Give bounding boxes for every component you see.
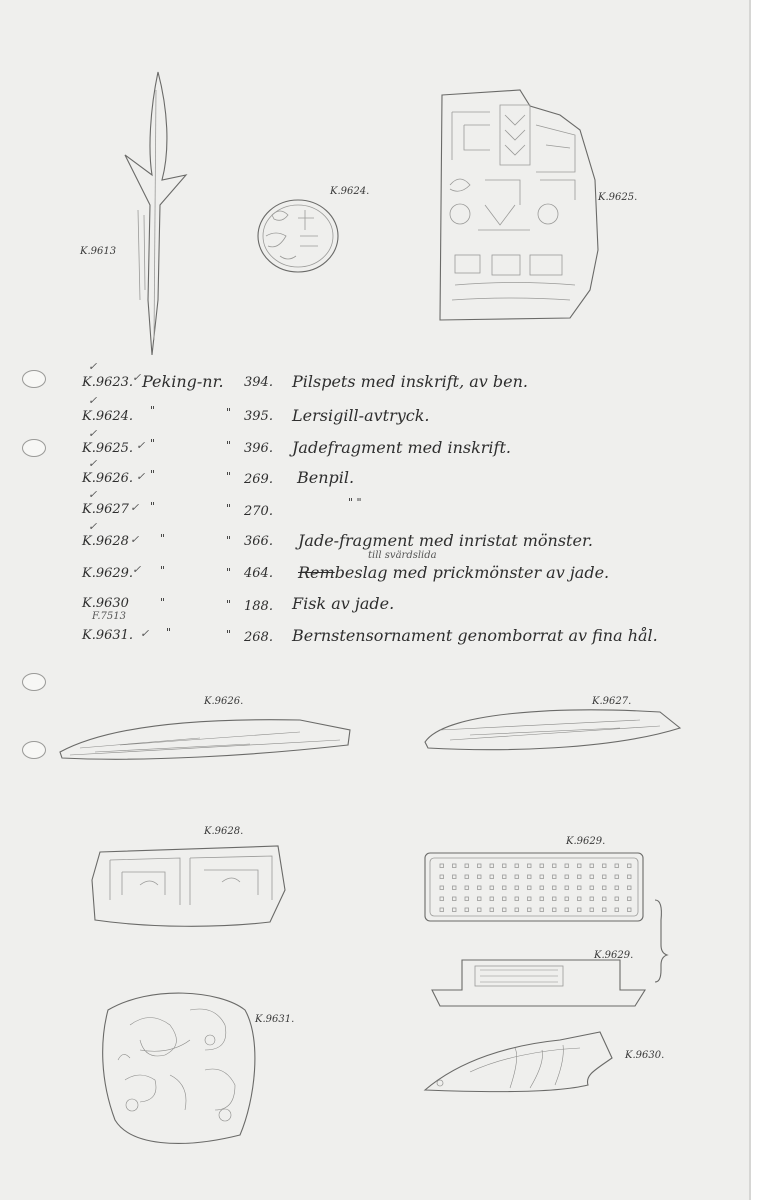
ditto-mark: " <box>226 598 232 611</box>
catalog-description: beslag med prickmönster av jade. <box>334 563 610 582</box>
plaque-dot <box>528 875 532 879</box>
plaque-dot <box>528 897 532 901</box>
check-mark: ✓ <box>88 427 98 440</box>
plaque-dot <box>578 908 582 912</box>
catalog-id: K.9628 <box>82 534 129 549</box>
jade-pattern-fragment-sketch <box>92 846 285 926</box>
plaque-dot <box>578 886 582 890</box>
plaque-dot <box>440 908 444 912</box>
catalog-number: 464. <box>244 566 273 581</box>
ditto-mark: " <box>150 500 156 513</box>
plaque-dot <box>565 875 569 879</box>
figure-label-k9624: K.9624. <box>330 186 370 197</box>
plaque-dot <box>540 908 544 912</box>
catalog-description: Bernstensornament genomborrat av fina hål. <box>292 626 658 645</box>
plaque-dot <box>515 897 519 901</box>
catalog-description: Fisk av jade. <box>292 594 395 613</box>
plaque-dot <box>615 886 619 890</box>
plaque-dot <box>453 864 457 868</box>
plaque-dot <box>565 897 569 901</box>
plaque-dot <box>565 908 569 912</box>
check-mark: ✓ <box>132 371 142 384</box>
plaque-dot <box>490 864 494 868</box>
plaque-dot <box>615 897 619 901</box>
plaque-dot <box>465 886 469 890</box>
catalog-description: Jadefragment med inskrift. <box>292 438 511 457</box>
plaque-dot <box>565 864 569 868</box>
plaque-dot <box>540 886 544 890</box>
ditto-mark: " <box>226 566 232 579</box>
ditto-mark: " <box>150 404 156 417</box>
figure-label-k9630: K.9630. <box>625 1050 665 1061</box>
plaque-dot <box>453 908 457 912</box>
catalog-description: " " <box>348 496 362 509</box>
plaque-dot <box>440 886 444 890</box>
catalog-description: Benpil. <box>297 468 355 487</box>
plaque-dot <box>515 908 519 912</box>
plaque-dot <box>528 908 532 912</box>
ditto-mark: " <box>226 502 232 515</box>
catalog-description: Lersigill-avtryck. <box>292 406 430 425</box>
plaque-dot <box>440 897 444 901</box>
plaque-dot <box>553 897 557 901</box>
catalog-sub-id: F.7513 <box>92 611 127 622</box>
plaque-dot <box>478 875 482 879</box>
ditto-mark: " <box>166 626 172 639</box>
check-mark: ✓ <box>88 520 98 533</box>
plaque-dot <box>590 897 594 901</box>
plaque-dot <box>553 875 557 879</box>
plaque-dot <box>440 864 444 868</box>
bracket-mark <box>655 900 667 982</box>
plaque-dot <box>503 908 507 912</box>
catalog-id: K.9623. <box>82 375 134 390</box>
check-mark: ✓ <box>130 501 140 514</box>
plaque-dot <box>565 886 569 890</box>
figure-label-k9613: K.9613 <box>80 246 117 257</box>
ditto-mark: " <box>160 596 166 609</box>
ditto-mark: " <box>226 628 232 641</box>
plaque-dot <box>553 908 557 912</box>
plaque-dot <box>590 864 594 868</box>
catalog-number: 366. <box>244 534 273 549</box>
plaque-dot <box>540 875 544 879</box>
plaque-dot <box>453 875 457 879</box>
plaque-dot <box>553 864 557 868</box>
plaque-dot <box>515 875 519 879</box>
plaque-dot <box>478 908 482 912</box>
plaque-dot <box>590 875 594 879</box>
check-mark: ✓ <box>136 439 146 452</box>
plaque-dot <box>465 897 469 901</box>
ditto-mark: " <box>226 439 232 452</box>
plaque-dot <box>453 886 457 890</box>
plaque-dot <box>553 886 557 890</box>
plaque-dot <box>628 908 632 912</box>
bone-arrow-2-sketch <box>425 710 680 750</box>
plaque-dot <box>515 886 519 890</box>
plaque-dot <box>478 897 482 901</box>
catalog-id: K.9625. <box>82 441 134 456</box>
plaque-dot <box>515 864 519 868</box>
figure-label-k9627: K.9627. <box>592 696 632 707</box>
catalog-id: K.9630 <box>82 596 129 611</box>
plaque-dot <box>528 864 532 868</box>
plaque-dot <box>528 886 532 890</box>
bone-arrow-sketch <box>60 720 350 760</box>
catalog-id: K.9627 <box>82 502 129 517</box>
catalog-number: 268. <box>244 630 273 645</box>
check-mark: ✓ <box>132 563 142 576</box>
amber-ornament-sketch <box>103 993 255 1143</box>
ditto-mark: " <box>226 470 232 483</box>
plaque-dot <box>628 864 632 868</box>
catalog-number: 270. <box>244 504 273 519</box>
dotted-plaque-sketch <box>425 853 643 921</box>
catalog-id: K.9629. <box>82 566 134 581</box>
plaque-dots <box>440 864 631 912</box>
plaque-dot <box>440 875 444 879</box>
ditto-mark: " <box>150 437 156 450</box>
plaque-dot <box>578 864 582 868</box>
plaque-dot <box>503 886 507 890</box>
catalog-number: 269. <box>244 472 273 487</box>
plaque-dot <box>465 864 469 868</box>
catalog-annotation: till svärdslida <box>368 550 437 561</box>
jade-fish-sketch <box>425 1032 612 1092</box>
plaque-dot <box>603 886 607 890</box>
catalog-number: 396. <box>244 441 273 456</box>
plaque-dot <box>503 864 507 868</box>
check-mark: ✓ <box>88 488 98 501</box>
seal-impression-sketch <box>258 200 338 272</box>
plaque-dot <box>603 864 607 868</box>
catalog-series: Peking-nr. <box>142 372 224 391</box>
plaque-dot <box>540 897 544 901</box>
plaque-dot <box>490 908 494 912</box>
struck-word: Rem <box>298 563 335 582</box>
plaque-dot <box>578 897 582 901</box>
plaque-dot <box>478 864 482 868</box>
plaque-dot <box>490 886 494 890</box>
plaque-dot <box>603 908 607 912</box>
plaque-dot <box>490 875 494 879</box>
check-mark: ✓ <box>88 360 98 373</box>
catalog-number: 188. <box>244 599 273 614</box>
ditto-mark: " <box>160 532 166 545</box>
figure-label-k9625: K.9625. <box>598 192 638 203</box>
ditto-mark: " <box>160 564 166 577</box>
catalog-description: Jade-fragment med inristat mönster. <box>298 531 593 550</box>
plaque-dot <box>590 886 594 890</box>
plaque-dot <box>540 864 544 868</box>
plaque-dot <box>490 897 494 901</box>
plaque-dot <box>478 886 482 890</box>
catalog-number: 395. <box>244 409 273 424</box>
plaque-dot <box>628 875 632 879</box>
plaque-dot <box>453 897 457 901</box>
plaque-side-view-sketch <box>432 960 645 1006</box>
plaque-dot <box>503 875 507 879</box>
plaque-dot <box>628 897 632 901</box>
plaque-dot <box>628 886 632 890</box>
figure-label-k9631: K.9631. <box>255 1014 295 1025</box>
check-mark: ✓ <box>130 533 140 546</box>
plaque-dot <box>465 875 469 879</box>
catalog-id: K.9631. <box>82 628 134 643</box>
catalog-description-row <box>298 563 609 582</box>
figure-label-k9626: K.9626. <box>204 696 244 707</box>
jade-fragment-sketch <box>440 90 598 320</box>
plaque-dot <box>578 875 582 879</box>
plaque-dot <box>615 864 619 868</box>
check-mark: ✓ <box>88 394 98 407</box>
plaque-dot <box>503 897 507 901</box>
arrowhead-sketch <box>125 72 186 355</box>
plaque-dot <box>603 875 607 879</box>
figure-label-k9628: K.9628. <box>204 826 244 837</box>
catalog-description: Pilspets med inskrift, av ben. <box>292 372 528 391</box>
figure-label-k9629-side: K.9629. <box>594 950 634 961</box>
check-mark: ✓ <box>140 627 150 640</box>
ditto-mark: " <box>226 406 232 419</box>
ditto-mark: " <box>226 534 232 547</box>
ditto-mark: " <box>150 468 156 481</box>
plaque-dot <box>615 908 619 912</box>
catalog-number: 394. <box>244 375 273 390</box>
plaque-dot <box>465 908 469 912</box>
plaque-dot <box>603 897 607 901</box>
plaque-dot <box>615 875 619 879</box>
check-mark: ✓ <box>88 457 98 470</box>
figure-label-k9629-top: K.9629. <box>566 836 606 847</box>
catalog-id: K.9624. <box>82 409 134 424</box>
plaque-dot <box>590 908 594 912</box>
check-mark: ✓ <box>136 470 146 483</box>
catalog-id: K.9626. <box>82 471 134 486</box>
